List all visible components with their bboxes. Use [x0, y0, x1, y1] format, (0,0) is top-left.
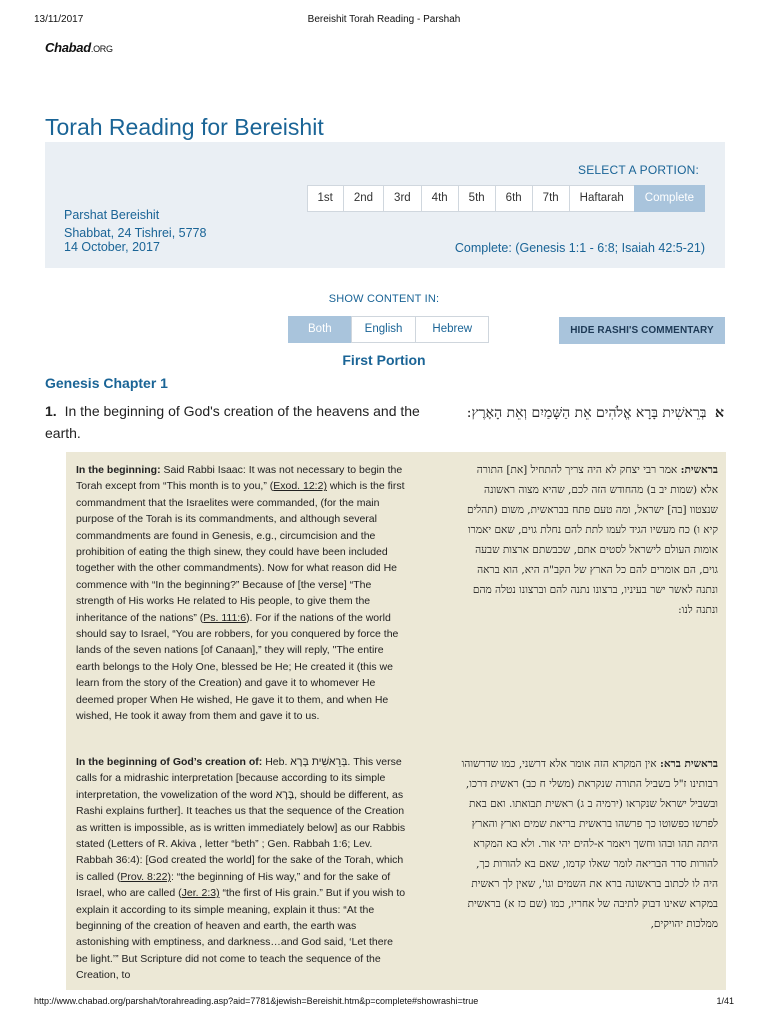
verse-hebrew-number: א [715, 405, 724, 421]
hide-rashi-button[interactable]: HIDE RASHI'S COMMENTARY [559, 317, 725, 344]
portion-tab-1st[interactable]: 1st [307, 185, 343, 212]
rashi-comment-english [76, 754, 406, 984]
reading-range: Complete: (Genesis 1:1 - 6:8; Isaiah 42:5-21) [454, 241, 705, 255]
rashi-comment-hebrew [458, 460, 718, 620]
parshah-details [64, 206, 206, 256]
portion-tab-6th[interactable]: 6th [495, 185, 532, 212]
show-content-label: SHOW CONTENT IN: [328, 293, 440, 305]
rashi-text: ). For if the nations of the world should say to Israel, “You are robbers, for you conquered by force the lands of the seven nations [of Canaan],” they will reply, "The entire earth belongs to the Holy One, blessed be He; He created it (this we learn from the story of the Creation) and gave it to whomever He deemed proper When He wished, He gave it to them, and when He wished, He took it away from them and gave it to us. [76, 611, 399, 723]
content-tab-both[interactable]: Both [288, 316, 351, 343]
print-title: Bereishit Torah Reading - Parshah [307, 14, 461, 25]
portion-tab-7th[interactable]: 7th [532, 185, 569, 212]
rashi-text: which is the first commandment that the Israelites were commanded, (for the main purpose of the Torah is its commandments, and although several commandments are found in Genesis, e.g., circumcision and the prohibition of eating the thigh sinew, they could have been included together with the other commandments). Now for what reason did He commence with “In the beginning?” Because of [the verse] “The strength of His works He related to His people, to give them the inheritance of the nations” ( [76, 480, 405, 624]
print-date: 13/11/2017 [34, 14, 84, 25]
portion-tab-2nd[interactable]: 2nd [343, 185, 383, 212]
rashi-text: : “the beginning of His way,” and for the sake of Israel, who are called ( [76, 870, 391, 900]
content-language-toggle [288, 316, 489, 343]
rashi-commentary [66, 452, 726, 990]
portion-info-box [45, 142, 725, 268]
chabad-logo[interactable] [45, 40, 113, 55]
rashi-hebrew-text: אין המקרא הזה אומר אלא דרשני, כמו שדרשוהו רבותינו ז"ל בשביל התורה שנקראת (משלי ח כב) ראשית דרכו, ובשביל ישראל שנקראו (ירמיה ב ג) ראשית תבואתו. ואם באת לפרשו כפשוטו כך פרשהו בראשית בריאת שמים וארץ והארץ היתה תהו ובהו וחשך ויאמר א-להים יהי אור. ולא בא המקרא להורות סדר הבריאה לומר שאלו קדמו, שאם בא להורות כך, היה לו לכתוב בראשונה ברא את השמים וגו', שאין לך ראשית במקרא שאינו דבוק לתיבה של אחריו, כמו (שם כז א) בראשית ממלכות יהויקים, [461, 758, 718, 930]
rashi-hebrew-heading: בראשית ברא: [659, 758, 718, 770]
rashi-comment-hebrew [458, 754, 718, 934]
civil-date: 14 October, 2017 [64, 240, 160, 254]
chapter-heading: Genesis Chapter 1 [45, 375, 168, 391]
portion-tab-3rd[interactable]: 3rd [383, 185, 421, 212]
verse-hebrew-text: בְּרֵאשִׁית בָּרָא אֱלֹהִים אֵת הַשָּׁמַיִם וְאֵת הָאָרֶץ: [466, 405, 707, 421]
rashi-hebrew-text: אמר רבי יצחק לא היה צריך להתחיל [את] התורה אלא (שמות יב ב) מהחודש הזה לכם, שהיא מצוה ראשונה שנצטוו [בה] ישראל, ומה טעם פתח בבראשית, משום (תהלים קיא ו) כח מעשיו הגיד לעמו לתת להם נחלת גוים, שאם יאמרו אומות העולם לישראל לסטים אתם, שכבשתם ארצות שבעה גוים, הם אומרים להם כל הארץ של הקב"ה היא, הוא בראה ונתנה לאשר ישר בעיניו, ברצונו נתנה להם וברצונו נטלה מהם ונתנה לנו: [466, 464, 718, 616]
content-tab-english[interactable]: English [351, 316, 416, 343]
rashi-text: Heb. בְּרֵאשִׁית בָּרָא. This verse calls for a midrashic interpretation [because according to its simple interpretation, the vowelization of the word בָּרָא, should be different, as Rashi explains further]. It teaches us that the sequence of the Creation as written is impossible, as is written immediately below] as our Rabbis stated (Letters of R. Akiva , letter “beth” ; Gen. Rabbah 1:6; Lev. Rabbah 36:4): [God created the world] for the sake of the Torah, which is called ( [76, 756, 406, 883]
portion-tab-haftarah[interactable]: Haftarah [569, 185, 634, 212]
rashi-ref-link[interactable]: Prov. 8:22) [120, 870, 171, 883]
portion-tab-complete[interactable]: Complete [634, 185, 705, 212]
rashi-ref-link[interactable]: Jer. 2:3) [181, 887, 220, 900]
verse-number: 1. [45, 403, 57, 419]
hebrew-date: Shabbat, 24 Tishrei, 5778 [64, 226, 207, 240]
rashi-heading: In the beginning of God’s creation of: [76, 756, 263, 768]
rashi-ref-link[interactable]: Exod. 12:2) [273, 480, 327, 493]
parshah-name: Parshat Bereishit [64, 208, 160, 222]
verse-hebrew [434, 402, 724, 424]
portion-tab-5th[interactable]: 5th [458, 185, 495, 212]
logo-suffix: .ORG [90, 44, 113, 54]
rashi-text: Said Rabbi Isaac: It was not necessary to begin the Torah except from “This month is to you,” ( [76, 464, 403, 493]
rashi-comment-english [76, 462, 406, 725]
page-number: 1/41 [716, 996, 734, 1006]
print-footer [0, 996, 768, 1010]
verse-english [45, 400, 425, 444]
portion-tab-4th[interactable]: 4th [421, 185, 458, 212]
rashi-text: “the first of His grain.” But if you wish to explain it according to its simple meaning, explain it thus: “At the beginning of the creation of heaven and earth, the earth was astonishing with emptiness, and darkness…and God said, ‘Let there be light.’” But Scripture did not come to teach the sequence of the Creation, to [76, 887, 406, 982]
select-portion-label: SELECT A PORTION: [578, 163, 699, 177]
page-title: Torah Reading for Bereishit [45, 114, 324, 140]
print-header [0, 14, 768, 30]
page-url: http://www.chabad.org/parshah/torahreading.asp?aid=7781&jewish=Bereishit.htm&p=complete#showrashi=true [34, 996, 479, 1006]
rashi-heading: In the beginning: [76, 464, 161, 476]
logo-brand: Chabad [45, 40, 91, 55]
verse-english-text: In the beginning of God's creation of the heavens and the earth. [45, 403, 420, 441]
portion-heading: First Portion [342, 352, 426, 368]
rashi-ref-link[interactable]: Ps. 111:6 [203, 611, 247, 624]
content-tab-hebrew[interactable]: Hebrew [415, 316, 489, 343]
rashi-hebrew-heading: בראשית: [680, 464, 718, 476]
portion-selector [307, 185, 705, 212]
